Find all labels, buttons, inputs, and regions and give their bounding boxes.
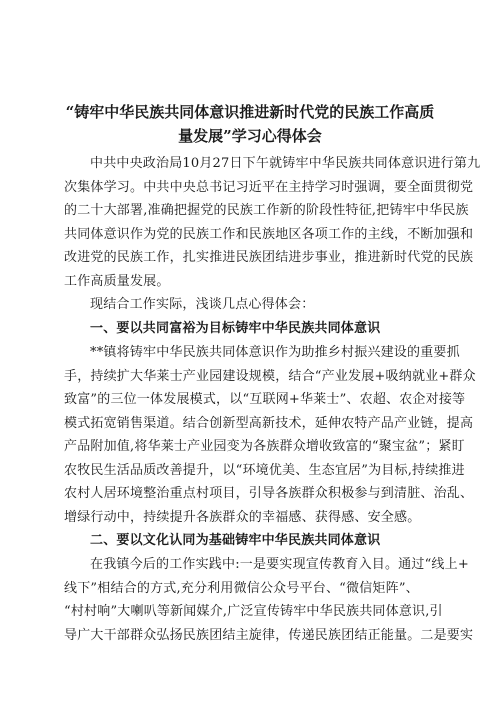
- paragraph-section-1: [64, 341, 476, 529]
- paragraph-line: 致富”的三位一体发展模式，以“互联网+华莱士”、农超、农企对接等: [64, 392, 466, 407]
- paragraph-line: 手，持续扩大华莱士产业园建设规模，结合“产业发展+吸纳就业+群众: [64, 368, 476, 384]
- document-title: [60, 100, 440, 148]
- title-line-1: “铸牢中华民族共同体意识推进新时代党的民族工作高质: [65, 103, 435, 121]
- paragraph-line: 共同体意识作为党的民族工作和民族地区各项工作的主线，不断加强和: [64, 226, 474, 242]
- paragraph-section-2: [64, 553, 474, 647]
- paragraph-line: 中共中央政治局10月27日下午就铸牢中华民族共同体意识进行第九: [90, 156, 481, 171]
- paragraph-line: “村村响”大喇叭等新闻媒介,广泛宣传铸牢中华民族共同体意识,引: [64, 604, 443, 619]
- paragraph-lead-in: [64, 293, 440, 317]
- heading-text: 一、要以共同富裕为目标铸牢中华民族共同体意识: [90, 321, 381, 336]
- paragraph-intro: [64, 152, 481, 293]
- paragraph-line: 现结合工作实际，浅谈几点心得体会：: [90, 297, 315, 312]
- paragraph-line: **镇将铸牢中华民族共同体意识作为助推乡村振兴建设的重要抓: [90, 345, 460, 360]
- paragraph-line: 模式拓宽销售渠道。结合创新型高新技术，延伸农特产品产业链，提高: [64, 415, 474, 431]
- paragraph-line: 农牧民生活品质改善提升，以“环境优美、生态宜居”为目标,持续推进: [64, 462, 465, 478]
- paragraph-line: 农村人居环境整治重点村项目，引导各族群众积极参与到清脏、治乱、: [64, 486, 474, 501]
- section-heading-1: [64, 317, 440, 341]
- paragraph-line: 改进党的民族工作，扎实推进民族团结进步事业，推进新时代党的民族: [64, 250, 474, 265]
- paragraph-line: 增绿行动中，持续提升各族群众的幸福感、获得感、安全感。: [64, 509, 421, 525]
- title-line-2: 量发展”学习心得体会: [178, 127, 322, 145]
- paragraph-line: 产品附加值,将华莱士产业园变为各族群众增收致富的“聚宝盆”；紧盯: [64, 439, 465, 454]
- paragraph-line: 导广大干部群众弘扬民族团结主旋律，传递民族团结正能量。二是要实: [64, 627, 474, 643]
- paragraph-line: 的二十大部署,准确把握党的民族工作新的阶段性特征,把铸牢中华民族: [64, 203, 469, 218]
- section-heading-2: [64, 529, 440, 553]
- paragraph-line: 线下”相结合的方式,充分利用微信公众号平台、“微信矩阵”、: [64, 580, 419, 596]
- paragraph-line: 工作高质量发展。: [64, 273, 170, 289]
- heading-text: 二、要以文化认同为基础铸牢中华民族共同体意识: [90, 533, 381, 548]
- paragraph-line: 次集体学习。中共中央总书记习近平在主持学习时强调，要全面贯彻党: [64, 179, 474, 195]
- paragraph-line: 在我镇今后的工作实践中:一是要实现宣传教育入目。通过“线上+: [90, 557, 469, 572]
